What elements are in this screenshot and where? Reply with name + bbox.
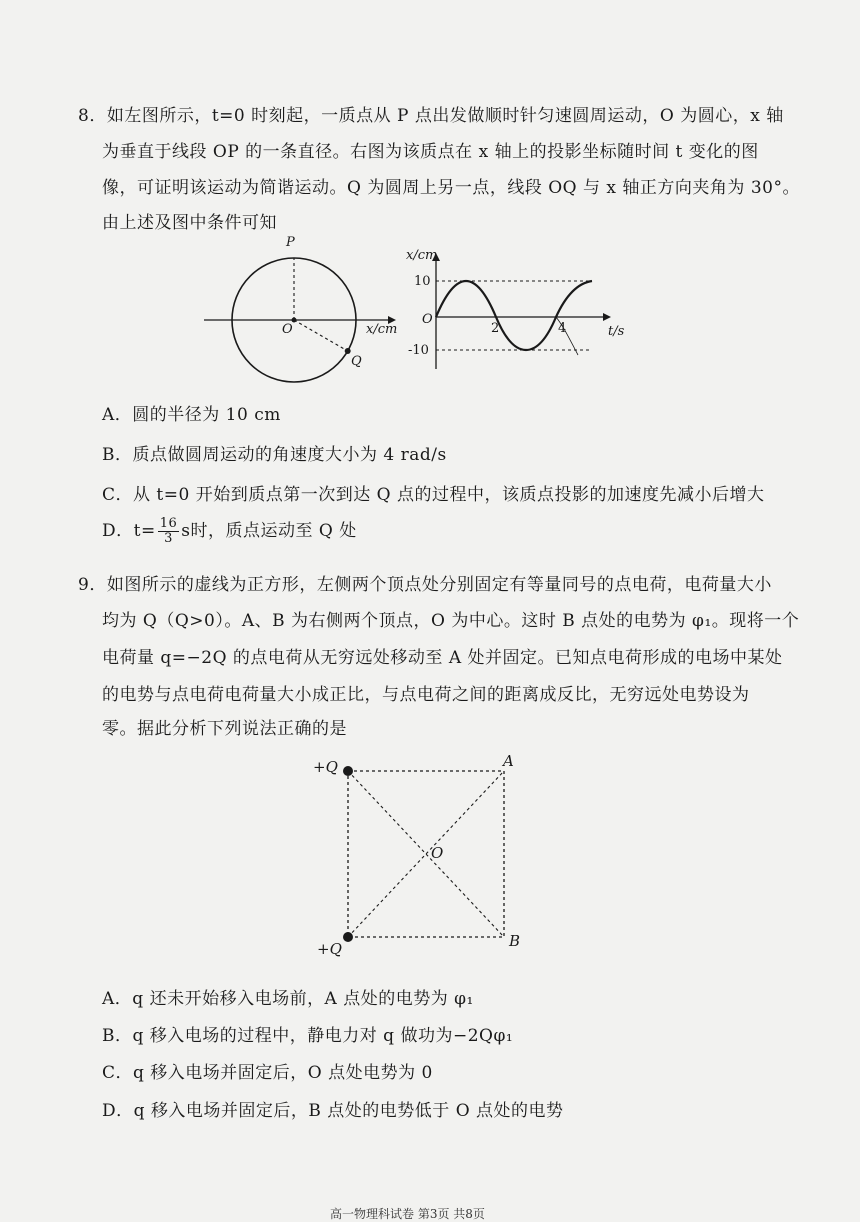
q9-line-1: 9．如图所示的虚线为正方形，左侧两个顶点处分别固定有等量同号的点电荷，电荷量大小 bbox=[78, 575, 772, 595]
fraction-numerator: 16 bbox=[159, 516, 178, 531]
point-q bbox=[345, 348, 351, 354]
y-axis-label: x/cm bbox=[406, 248, 438, 263]
q9-option-a: A．q 还未开始移入电场前，A 点处的电势为 φ₁ bbox=[102, 989, 474, 1009]
y-tick-top: 10 bbox=[414, 274, 431, 289]
square-figure bbox=[305, 750, 535, 965]
t-axis-arrow bbox=[603, 313, 611, 321]
xt-graph-figure bbox=[398, 245, 638, 375]
page-footer: 高一物理科试卷 第3页 共8页 bbox=[330, 1207, 485, 1221]
label-o: O bbox=[282, 322, 293, 337]
q8-line-4: 由上述及图中条件可知 bbox=[102, 213, 277, 233]
q9-line-3: 电荷量 q=−2Q 的点电荷从无穷远处移动至 A 处并固定。已知点电荷形成的电场中某处 bbox=[102, 648, 783, 668]
q8-option-c: C．从 t=0 开始到质点第一次到达 Q 点的过程中，该质点投影的加速度先减小后增大 bbox=[102, 485, 765, 505]
charge-bottom-left bbox=[343, 932, 353, 942]
q8-option-d-prefix: D．t= bbox=[102, 521, 156, 541]
label-q: Q bbox=[351, 354, 362, 369]
t-tick-4: 4 bbox=[558, 321, 567, 336]
label-x-axis: x/cm bbox=[366, 322, 398, 337]
q9-line-5: 零。据此分析下列说法正确的是 bbox=[102, 719, 347, 739]
label-o: O bbox=[431, 844, 444, 862]
q9-line-4: 的电势与点电荷电荷量大小成正比，与点电荷之间的距离成反比，无穷远处电势设为 bbox=[102, 685, 750, 705]
circle-figure bbox=[200, 232, 405, 387]
q9-option-b: B．q 移入电场的过程中，静电力对 q 做功为−2Qφ₁ bbox=[102, 1026, 514, 1046]
q8-option-d bbox=[102, 516, 357, 546]
origin-label: O bbox=[422, 312, 433, 327]
oq-segment bbox=[294, 320, 348, 351]
q8-line-2: 为垂直于线段 OP 的一条直径。右图为该质点在 x 轴上的投影坐标随时间 t 变化的图 bbox=[102, 142, 759, 162]
q9-option-d: D．q 移入电场并固定后，B 点处的电势低于 O 点处的电势 bbox=[102, 1101, 564, 1121]
label-a: A bbox=[503, 752, 514, 770]
q9-option-c: C．q 移入电场并固定后，O 点处电势为 0 bbox=[102, 1063, 433, 1083]
fraction-denominator: 3 bbox=[164, 531, 173, 546]
fraction-16-3 bbox=[158, 517, 180, 546]
charge-top-left bbox=[343, 766, 353, 776]
q8-option-d-suffix: s时，质点运动至 Q 处 bbox=[181, 521, 357, 541]
q9-line-2: 均为 Q（Q>0）。A、B 为右侧两个顶点，O 为中心。这时 B 点处的电势为 φ₁。现将一个 bbox=[102, 611, 800, 631]
label-b: B bbox=[509, 932, 521, 950]
sine-curve bbox=[436, 281, 592, 350]
t-axis-label: t/s bbox=[608, 324, 625, 339]
label-plus-q-top: +Q bbox=[313, 758, 338, 776]
label-p: P bbox=[286, 235, 295, 250]
q8-line-3: 像，可证明该运动为简谐运动。Q 为圆周上另一点，线段 OQ 与 x 轴正方向夹角为 30°。 bbox=[102, 178, 800, 198]
t-tick-2: 2 bbox=[491, 321, 500, 336]
q8-option-a: A．圆的半径为 10 cm bbox=[102, 405, 281, 425]
q8-line-1: 8．如左图所示，t=0 时刻起，一质点从 P 点出发做顺时针匀速圆周运动，O 为圆心，x 轴 bbox=[78, 106, 784, 126]
label-plus-q-bottom: +Q bbox=[317, 940, 342, 958]
y-tick-bottom: -10 bbox=[408, 343, 429, 358]
q8-option-b: B．质点做圆周运动的角速度大小为 4 rad/s bbox=[102, 445, 447, 465]
